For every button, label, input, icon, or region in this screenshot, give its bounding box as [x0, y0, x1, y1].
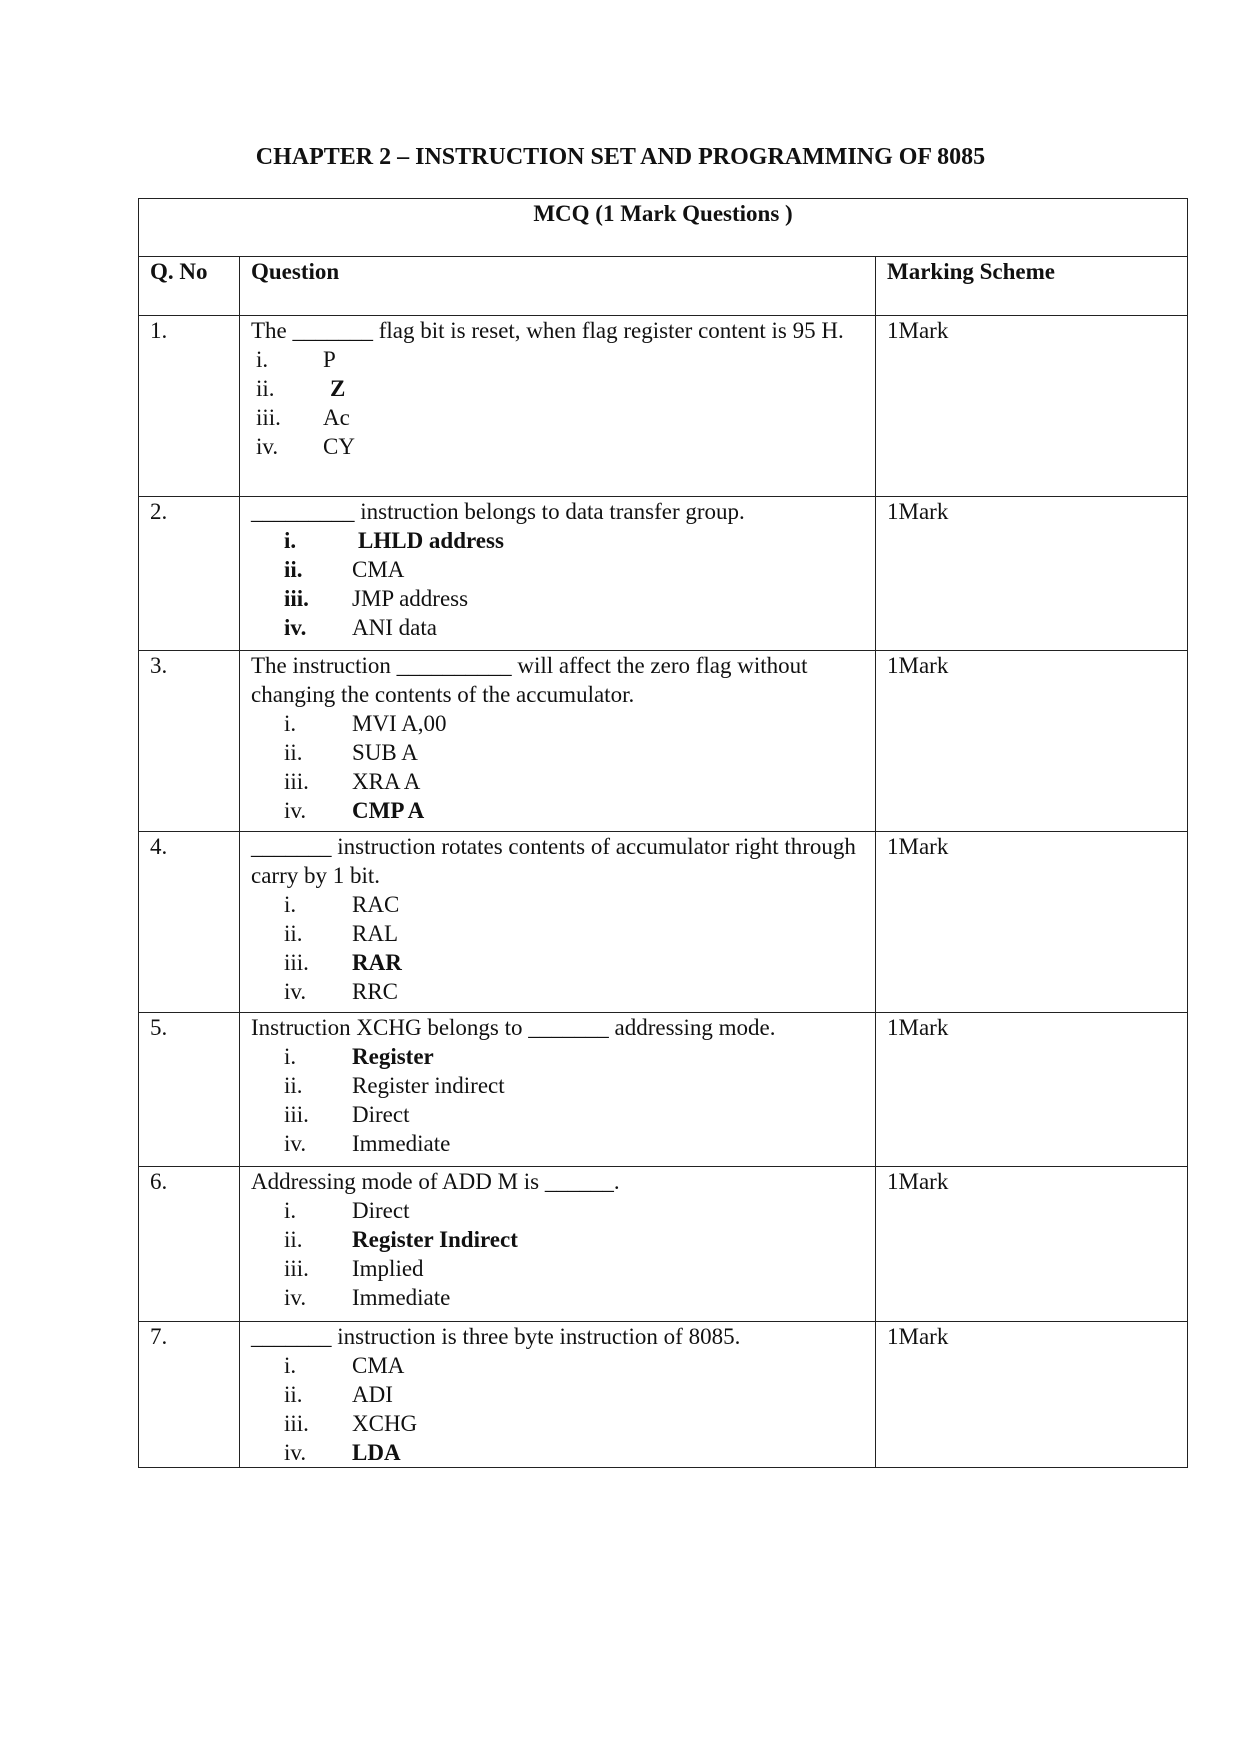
marking-value: 1Mark — [887, 499, 949, 524]
question-cell — [240, 1167, 876, 1322]
option-number: ii. — [284, 1227, 303, 1252]
option-text: Immediate — [352, 1285, 451, 1310]
option-number: iii. — [284, 1256, 309, 1281]
option-text: ADI — [352, 1382, 393, 1407]
option-text-correct: Register Indirect — [352, 1227, 518, 1252]
question-row — [139, 1167, 1188, 1322]
question-number-cell — [139, 497, 240, 651]
question-number-cell — [139, 832, 240, 1013]
option-item — [251, 1351, 864, 1380]
question-text: _______ instruction is three byte instruction of 8085. — [251, 1324, 741, 1349]
option-item — [251, 613, 864, 642]
option-text-correct: RAR — [352, 950, 402, 975]
marking-value: 1Mark — [887, 1015, 949, 1040]
question-text: Addressing mode of ADD M is ______. — [251, 1169, 620, 1194]
option-text: CY — [323, 434, 355, 459]
option-text: MVI A,00 — [352, 711, 447, 736]
question-cell — [240, 1013, 876, 1167]
option-text: CMA — [352, 557, 405, 582]
option-item — [251, 555, 864, 584]
option-number: i. — [284, 711, 297, 736]
question-number-cell — [139, 1013, 240, 1167]
question-content — [240, 497, 875, 642]
mcq-table-body — [139, 199, 1188, 1468]
option-number: i. — [284, 892, 297, 917]
option-text: Implied — [352, 1256, 424, 1281]
question-number: 7. — [150, 1324, 168, 1349]
option-number: i. — [284, 1198, 297, 1223]
question-cell — [240, 316, 876, 497]
header-question: Question — [251, 259, 340, 284]
option-item — [251, 919, 864, 948]
question-number: 5. — [150, 1015, 168, 1040]
option-number: iv. — [284, 1440, 307, 1465]
option-item — [251, 584, 864, 613]
question-number: 4. — [150, 834, 168, 859]
option-number: iv. — [256, 434, 279, 459]
option-text: RAC — [352, 892, 400, 917]
option-item — [251, 526, 864, 555]
option-text: RRC — [352, 979, 399, 1004]
question-number-cell — [139, 1167, 240, 1322]
question-number-cell — [139, 1322, 240, 1468]
option-text-correct: LDA — [352, 1440, 401, 1465]
option-number: iii. — [284, 1102, 309, 1127]
option-item — [251, 977, 864, 1006]
option-text: P — [323, 347, 336, 372]
option-item — [251, 432, 864, 461]
marking-cell — [876, 1322, 1188, 1468]
section-header-cell — [139, 199, 1188, 257]
marking-value: 1Mark — [887, 834, 949, 859]
question-cell — [240, 497, 876, 651]
option-item — [251, 1225, 864, 1254]
mcq-table — [138, 198, 1188, 1468]
option-number: iii. — [284, 769, 309, 794]
option-text-correct: LHLD address — [358, 528, 504, 553]
marking-value: 1Mark — [887, 1169, 949, 1194]
header-qno-cell — [139, 257, 240, 316]
option-text: ANI data — [352, 615, 437, 640]
option-number: i. — [284, 528, 297, 553]
question-number-cell — [139, 651, 240, 832]
option-item — [251, 1380, 864, 1409]
option-number: iv. — [284, 615, 307, 640]
option-text-correct: Register — [352, 1044, 434, 1069]
column-header-row — [139, 257, 1188, 316]
question-row — [139, 1322, 1188, 1468]
question-text: The _______ flag bit is reset, when flag register content is 95 H. — [251, 318, 844, 343]
option-item — [251, 796, 864, 825]
question-text: The instruction __________ will affect the zero flag without changing the contents of the accumulator. — [251, 653, 808, 707]
option-number: iv. — [284, 798, 307, 823]
question-row — [139, 651, 1188, 832]
option-text-correct: CMP A — [352, 798, 425, 823]
page-title: CHAPTER 2 – INSTRUCTION SET AND PROGRAMMING OF 8085 — [255, 144, 986, 170]
question-content — [240, 1322, 875, 1467]
option-item — [251, 1254, 864, 1283]
header-marking: Marking Scheme — [887, 259, 1056, 284]
option-text: Register indirect — [352, 1073, 505, 1098]
section-header-row — [139, 199, 1188, 257]
option-number: ii. — [284, 1073, 303, 1098]
marking-cell — [876, 1013, 1188, 1167]
question-number: 1. — [150, 318, 168, 343]
option-number: iv. — [284, 979, 307, 1004]
marking-cell — [876, 1167, 1188, 1322]
question-content — [240, 832, 875, 1006]
option-text: CMA — [352, 1353, 405, 1378]
option-item — [251, 738, 864, 767]
option-text-correct: Z — [330, 376, 346, 401]
question-cell — [240, 832, 876, 1013]
option-number: iii. — [284, 586, 309, 611]
question-number: 2. — [150, 499, 168, 524]
question-text: Instruction XCHG belongs to _______ addressing mode. — [251, 1015, 776, 1040]
header-qno: Q. No — [150, 259, 208, 284]
question-row — [139, 1013, 1188, 1167]
marking-value: 1Mark — [887, 653, 949, 678]
option-item — [251, 403, 864, 432]
option-item — [251, 1129, 864, 1158]
option-number: i. — [284, 1353, 297, 1378]
option-item — [251, 1196, 864, 1225]
option-item — [251, 948, 864, 977]
option-item — [251, 1042, 864, 1071]
option-number: iii. — [284, 1411, 309, 1436]
question-content — [240, 316, 875, 461]
option-number: iv. — [284, 1285, 307, 1310]
option-text: Ac — [323, 405, 350, 430]
option-number: ii. — [256, 376, 275, 401]
header-marking-cell — [876, 257, 1188, 316]
option-item — [251, 374, 864, 403]
marking-value: 1Mark — [887, 1324, 949, 1349]
option-text: Direct — [352, 1102, 410, 1127]
option-text: JMP address — [352, 586, 469, 611]
option-number: iii. — [284, 950, 309, 975]
question-text: _________ instruction belongs to data transfer group. — [251, 499, 745, 524]
question-cell — [240, 1322, 876, 1468]
question-text: _______ instruction rotates contents of accumulator right through carry by 1 bit. — [251, 834, 856, 888]
question-row — [139, 497, 1188, 651]
option-item — [251, 1409, 864, 1438]
option-text: Immediate — [352, 1131, 451, 1156]
question-number: 3. — [150, 653, 168, 678]
marking-cell — [876, 832, 1188, 1013]
question-cell — [240, 651, 876, 832]
option-item — [251, 345, 864, 374]
marking-cell — [876, 651, 1188, 832]
option-item — [251, 1438, 864, 1467]
question-content — [240, 1167, 875, 1312]
option-text: XRA A — [352, 769, 421, 794]
header-question-cell — [240, 257, 876, 316]
option-text: SUB A — [352, 740, 418, 765]
marking-value: 1Mark — [887, 318, 949, 343]
option-text: XCHG — [352, 1411, 418, 1436]
option-item — [251, 890, 864, 919]
option-number: i. — [256, 347, 269, 372]
option-number: iii. — [256, 405, 281, 430]
option-number: iv. — [284, 1131, 307, 1156]
question-number: 6. — [150, 1169, 168, 1194]
option-number: ii. — [284, 557, 303, 582]
option-item — [251, 1100, 864, 1129]
option-item — [251, 709, 864, 738]
option-number: ii. — [284, 740, 303, 765]
option-number: i. — [284, 1044, 297, 1069]
option-item — [251, 1071, 864, 1100]
question-row — [139, 316, 1188, 497]
option-item — [251, 767, 864, 796]
section-header: MCQ (1 Mark Questions ) — [533, 201, 793, 226]
option-number: ii. — [284, 921, 303, 946]
question-content — [240, 1013, 875, 1158]
marking-cell — [876, 316, 1188, 497]
marking-cell — [876, 497, 1188, 651]
option-text: Direct — [352, 1198, 410, 1223]
option-item — [251, 1283, 864, 1312]
option-text: RAL — [352, 921, 398, 946]
option-number: ii. — [284, 1382, 303, 1407]
question-row — [139, 832, 1188, 1013]
question-content — [240, 651, 875, 825]
question-number-cell — [139, 316, 240, 497]
